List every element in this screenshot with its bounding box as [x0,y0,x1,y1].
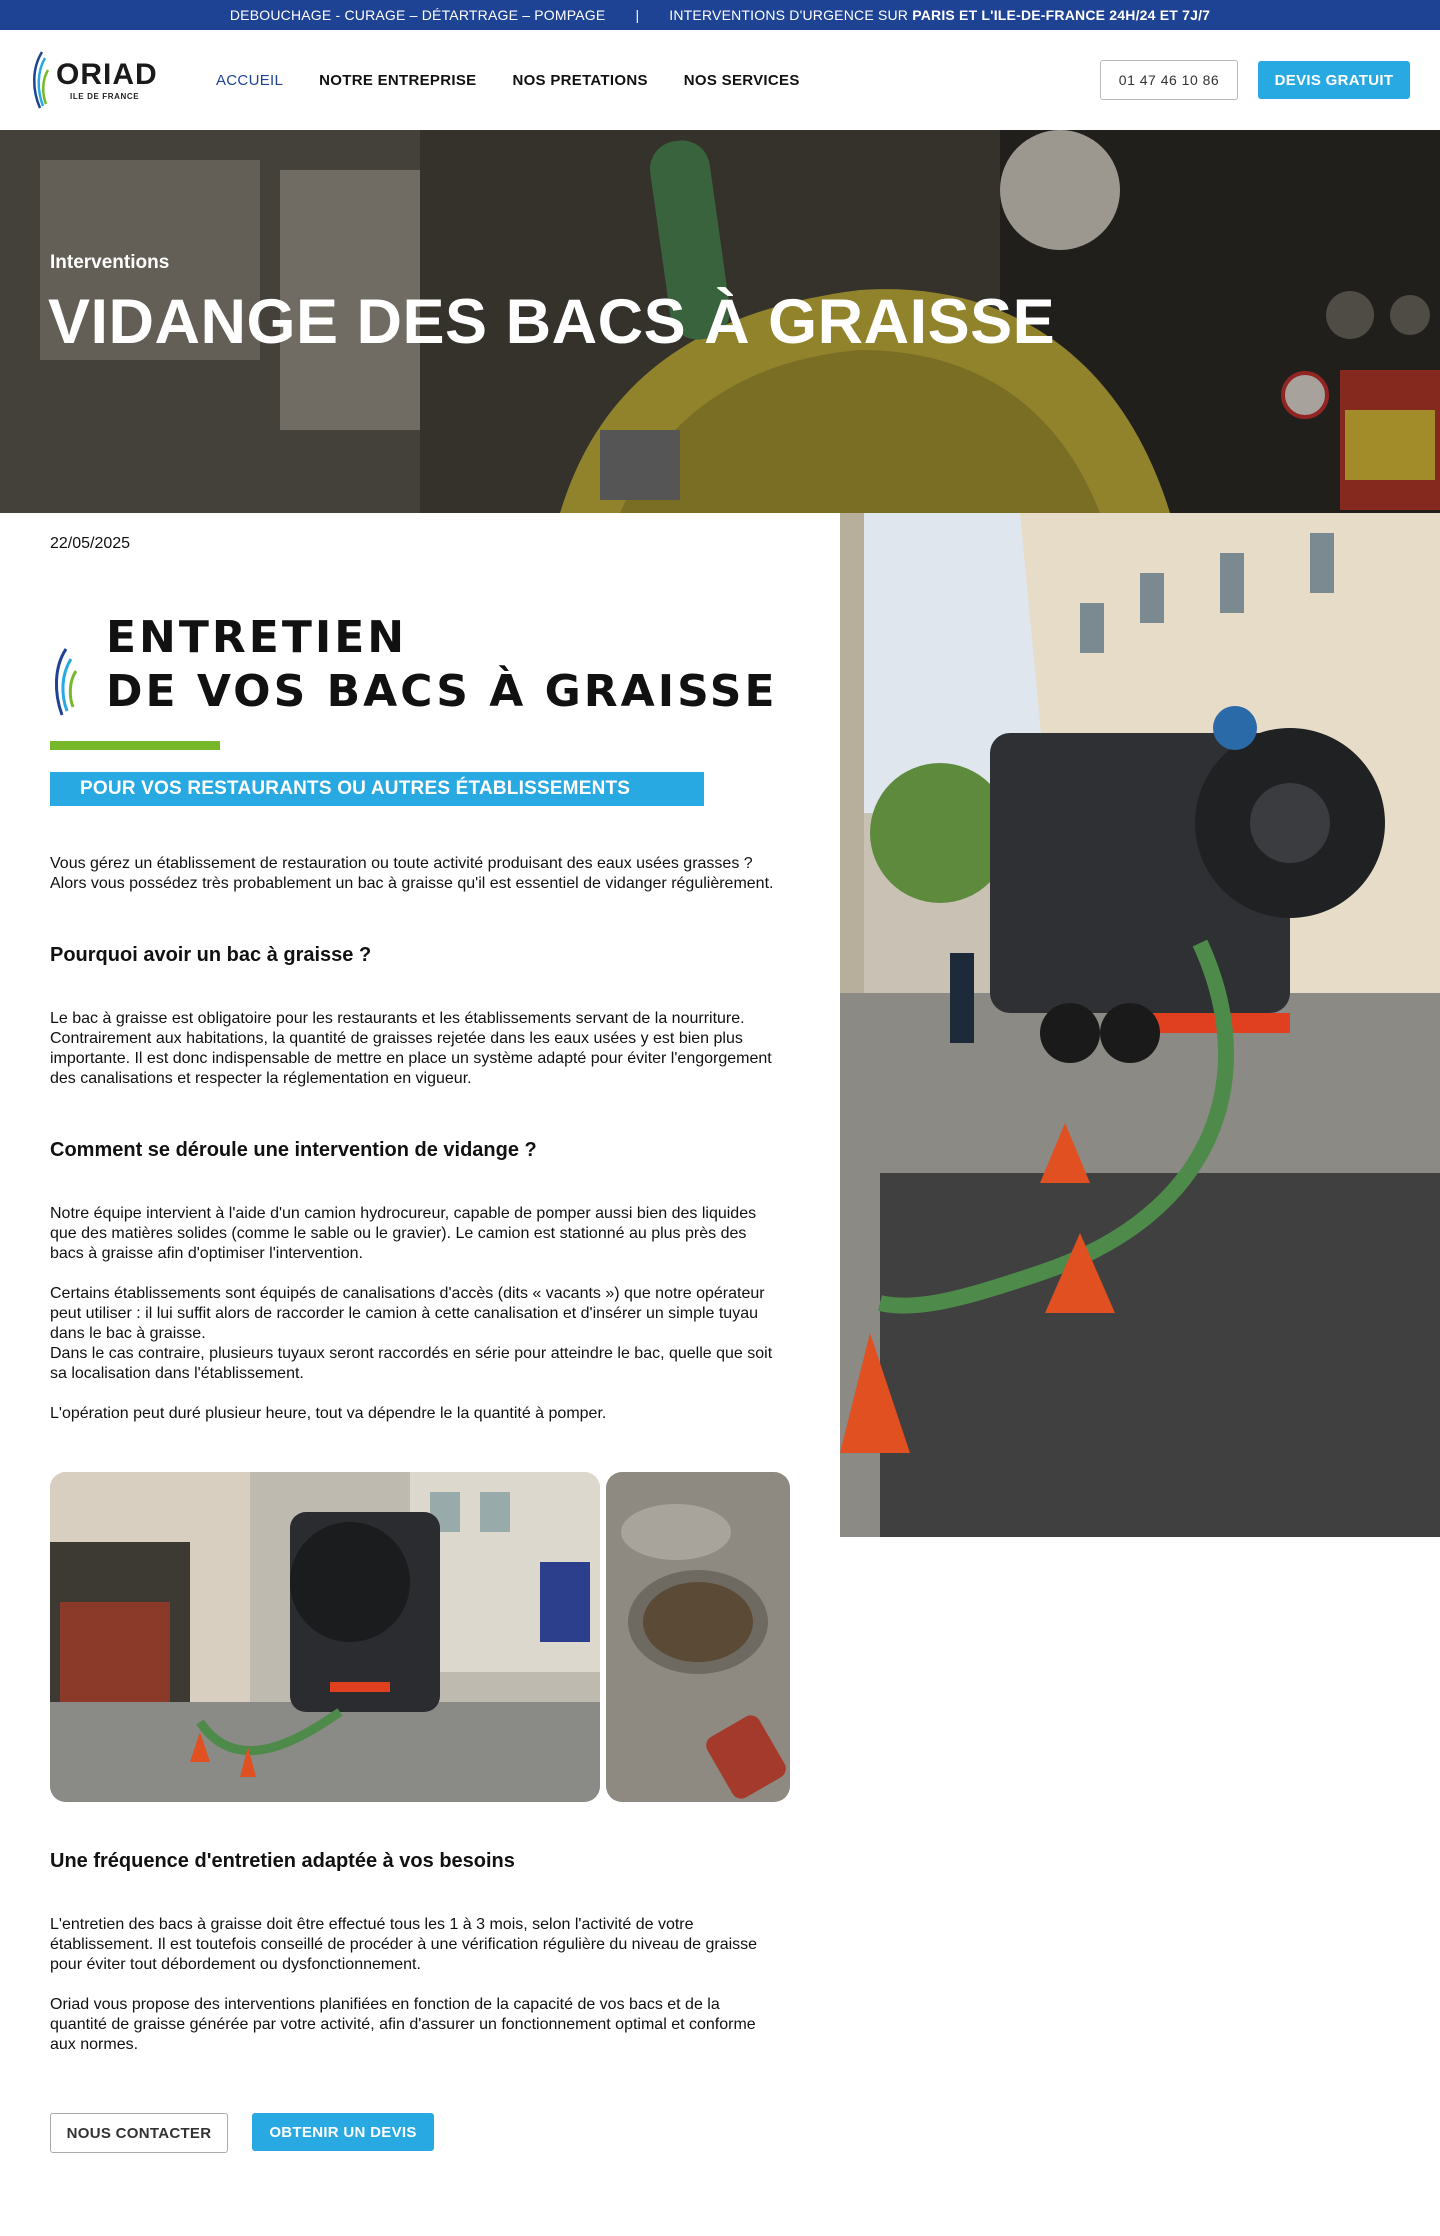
article-date: 22/05/2025 [50,535,131,552]
question-heading-3: Une fréquence d'entretien adaptée à vos besoins [50,1850,515,1872]
nav-item-prestations[interactable]: NOS PRETATIONS [512,71,648,89]
top-info-bar [0,0,1440,30]
hero-kicker: Interventions [50,252,170,273]
hero-banner [0,130,1440,513]
nav-item-accueil[interactable]: ACCUEIL [216,71,284,89]
question-heading-2: Comment se déroule une intervention de vidange ? [50,1139,537,1161]
main-nav [216,72,836,89]
answer-paragraph-1: Le bac à graisse est obligatoire pour les restaurants et les établissements servant de la nourriture. Contrairement aux habitations, la quantité de graisses rejetée dans les eaux usées y est bien plus importante. Il est donc indispensable de mettre en place un système adapté pour éviter l'engorgement des canalisations et respecter la réglementation en vigueur. [50,1010,772,1087]
sidebar-photo [840,513,1440,2213]
nav-item-services[interactable]: NOS SERVICES [683,71,800,89]
logo-name: ORIAD [56,57,158,91]
phone-button[interactable]: 01 47 46 10 86 [1100,60,1238,100]
section-title: ENTRETIEN DE VOS BACS À GRAISSE [106,612,778,717]
site-header [0,30,1440,130]
truck-street-photo[interactable] [50,1472,600,1802]
hero-title: VIDANGE DES BACS À GRAISSE [48,287,1056,357]
answer-paragraph-2a: Notre équipe intervient à l'aide d'un camion hydrocureur, capable de pomper aussi bien des liquides que des matières solides (comme le sable ou le gravier). Le camion est stationné au plus près des bacs à graisse afin d'optimiser l'intervention. [50,1205,757,1262]
cta-row [50,2113,790,2153]
answer-paragraph-3b: Oriad vous propose des interventions planifiées en fonction de la capacité de vos bacs et de la quantité de graisse générée par votre activité, afin d'assurer un fonctionnement optimal et conforme aux normes. [50,1996,756,2053]
answer-paragraph-3a: L'entretien des bacs à graisse doit être effectué tous les 1 à 3 mois, selon l'activité de votre établissement. Il est toutefois conseillé de procéder à une vérification régulière du niveau de graisse pour éviter tout débordement ou dysfonctionnement. [50,1916,758,1973]
urgence-text: INTERVENTIONS D'URGENCE SUR PARIS ET L'ILE-DE-FRANCE 24H/24 ET 7J/7 [669,7,1211,23]
answer-paragraph-2c: L'opération peut duré plusieur heure, tout va dépendre le la quantité à pomper. [50,1405,607,1422]
truck-street-large-photo[interactable] [840,513,1440,1537]
photo-gallery [50,1472,790,1802]
site-logo[interactable] [30,45,180,115]
contact-button[interactable]: NOUS CONTACTER [50,2113,228,2153]
topbar-separator: | [635,7,640,23]
nav-item-entreprise[interactable]: NOTRE ENTREPRISE [319,71,477,89]
grease-trap-photo[interactable] [606,1472,790,1802]
logo-subtitle: ILE DE FRANCE [70,91,140,101]
audience-banner: POUR VOS RESTAURANTS OU AUTRES ÉTABLISSEMENTS [50,772,704,806]
question-heading-1: Pourquoi avoir un bac à graisse ? [50,944,372,966]
section-heading [50,611,790,741]
green-divider [50,741,220,750]
logo-wave-icon [30,50,50,110]
services-list: DEBOUCHAGE - CURAGE – DÉTARTRAGE – POMPAGE [229,7,606,23]
article-content [0,513,840,2213]
devis-gratuit-button[interactable]: DEVIS GRATUIT [1258,61,1410,99]
article-main [0,513,1440,2213]
wave-accent-icon [50,647,78,717]
obtenir-devis-button[interactable]: OBTENIR UN DEVIS [252,2113,434,2151]
answer-paragraph-2b: Certains établissements sont équipés de canalisations d'accès (dits « vacants ») que notre opérateur peut utiliser : il lui suffit alors de raccorder le camion à cette canalisation et d'insérer un simple tuyau dans le bac à graisse. Dans le cas contraire, plusieurs tuyaux seront raccordés en série pour atteindre le bac, quelle que soit sa localisation dans l'établissement. [50,1285,773,1382]
intro-paragraph: Vous gérez un établissement de restauration ou toute activité produisant des eaux usées grasses ? Alors vous possédez très probablement un bac à graisse qu'il est essentiel de vidanger régulièrement. [50,855,774,892]
